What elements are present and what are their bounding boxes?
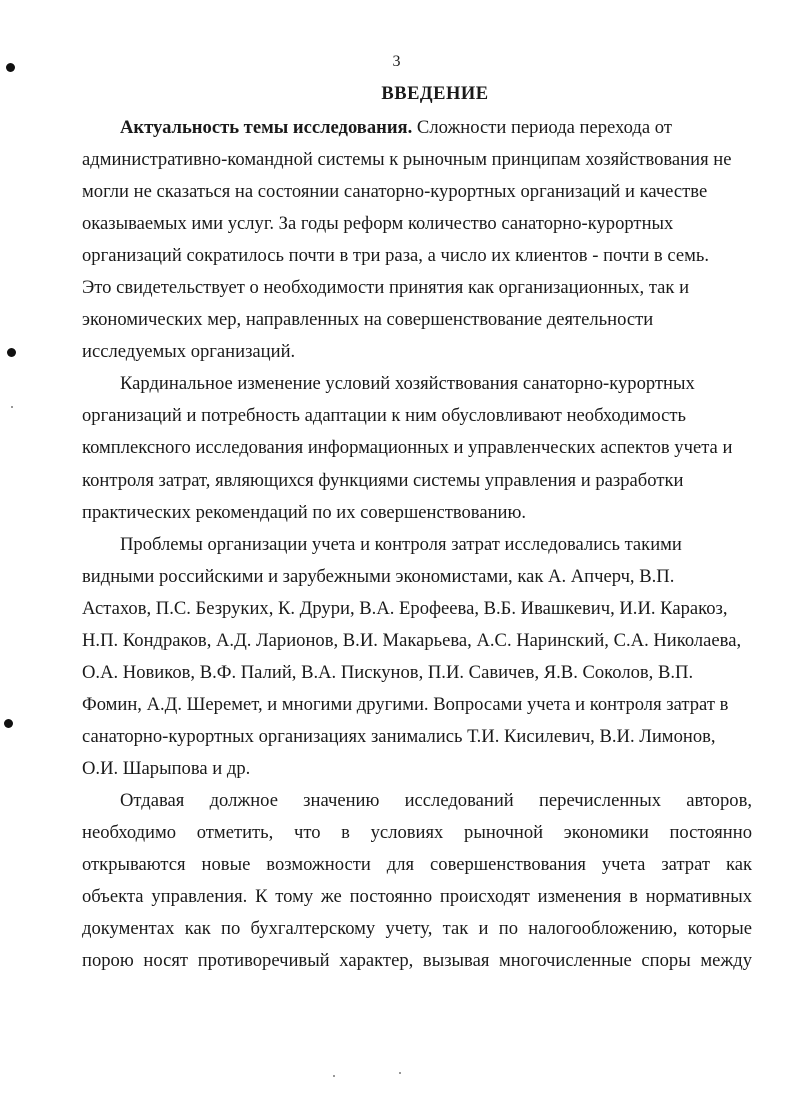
text-line: санаторно-курортных организациях занимались Т.И. Кисилевич, В.И. Лимонов, bbox=[82, 725, 716, 747]
text-line: Кардинальное изменение условий хозяйствования санаторно-курортных bbox=[120, 373, 695, 395]
page-number: 3 bbox=[392, 53, 401, 70]
text-line: открываются новые возможности для совершенствования учета затрат как bbox=[82, 854, 752, 876]
text-line: исследуемых организаций. bbox=[82, 341, 296, 363]
paragraph-market-conditions bbox=[82, 785, 752, 977]
paragraph-researchers bbox=[82, 529, 752, 785]
text-line: могли не сказаться на состоянии санаторно-курортных организаций и качестве bbox=[82, 181, 708, 203]
scan-speck bbox=[333, 1075, 335, 1077]
text-line: О.А. Новиков, В.Ф. Палий, В.А. Пискунов, П.И. Савичев, Я.В. Соколов, В.П. bbox=[82, 661, 694, 683]
text-line: необходимо отметить, что в условиях рыночной экономики постоянно bbox=[82, 822, 752, 844]
binder-hole-mark bbox=[4, 719, 13, 728]
text-line: практических рекомендаций по их совершенствованию. bbox=[82, 501, 527, 523]
page-title: ВВЕДЕНИЕ bbox=[381, 84, 489, 104]
text-line: экономических мер, направленных на совершенствование деятельности bbox=[82, 309, 654, 331]
text-line: Актуальность темы исследования. Сложности периода перехода от bbox=[120, 117, 672, 138]
text-line: объекта управления. К тому же постоянно происходят изменения в нормативных bbox=[82, 886, 752, 908]
text-line: Фомин, А.Д. Шеремет, и многими другими. Вопросами учета и контроля затрат в bbox=[82, 693, 729, 715]
paragraph-relevance bbox=[82, 112, 752, 368]
text-line: видными российскими и зарубежными экономистами, как А. Апчерч, В.П. bbox=[82, 565, 675, 587]
text-line: Н.П. Кондраков, А.Д. Ларионов, В.И. Макарьева, А.С. Наринский, С.А. Николаева, bbox=[82, 629, 742, 651]
text-line: порою носят противоречивый характер, вызывая многочисленные споры между bbox=[82, 950, 752, 972]
text-line: организаций и потребность адаптации к ним обусловливают необходимость bbox=[82, 405, 686, 427]
text-line: Проблемы организации учета и контроля затрат исследовались такими bbox=[120, 533, 682, 555]
binder-hole-mark bbox=[7, 348, 16, 357]
text-line: оказываемых ими услуг. За годы реформ количество санаторно-курортных bbox=[82, 213, 674, 235]
text-line: административно-командной системы к рыночным принципам хозяйствования не bbox=[82, 149, 732, 171]
binder-hole-mark bbox=[6, 63, 15, 72]
paragraph-conditions bbox=[82, 368, 752, 528]
body-text bbox=[82, 112, 752, 977]
text-line: Отдавая должное значению исследований перечисленных авторов, bbox=[120, 789, 752, 811]
scan-speck bbox=[399, 1072, 401, 1074]
text-line: контроля затрат, являющихся функциями системы управления и разработки bbox=[82, 469, 684, 491]
text-line: документах как по бухгалтерскому учету, так и по налогообложению, которые bbox=[82, 918, 752, 940]
text-line: комплексного исследования информационных и управленческих аспектов учета и bbox=[82, 437, 733, 459]
text-line: Это свидетельствует о необходимости принятия как организационных, так и bbox=[82, 277, 690, 299]
scan-speck bbox=[11, 406, 13, 408]
text-line: О.И. Шарыпова и др. bbox=[82, 757, 251, 779]
text-line: организаций сократилось почти в три раза, а число их клиентов - почти в семь. bbox=[82, 245, 709, 267]
paragraph-lead: Актуальность темы исследования. bbox=[120, 117, 413, 138]
text-line: Астахов, П.С. Безруких, К. Друри, В.А. Ерофеева, В.Б. Ивашкевич, И.И. Каракоз, bbox=[82, 597, 728, 619]
